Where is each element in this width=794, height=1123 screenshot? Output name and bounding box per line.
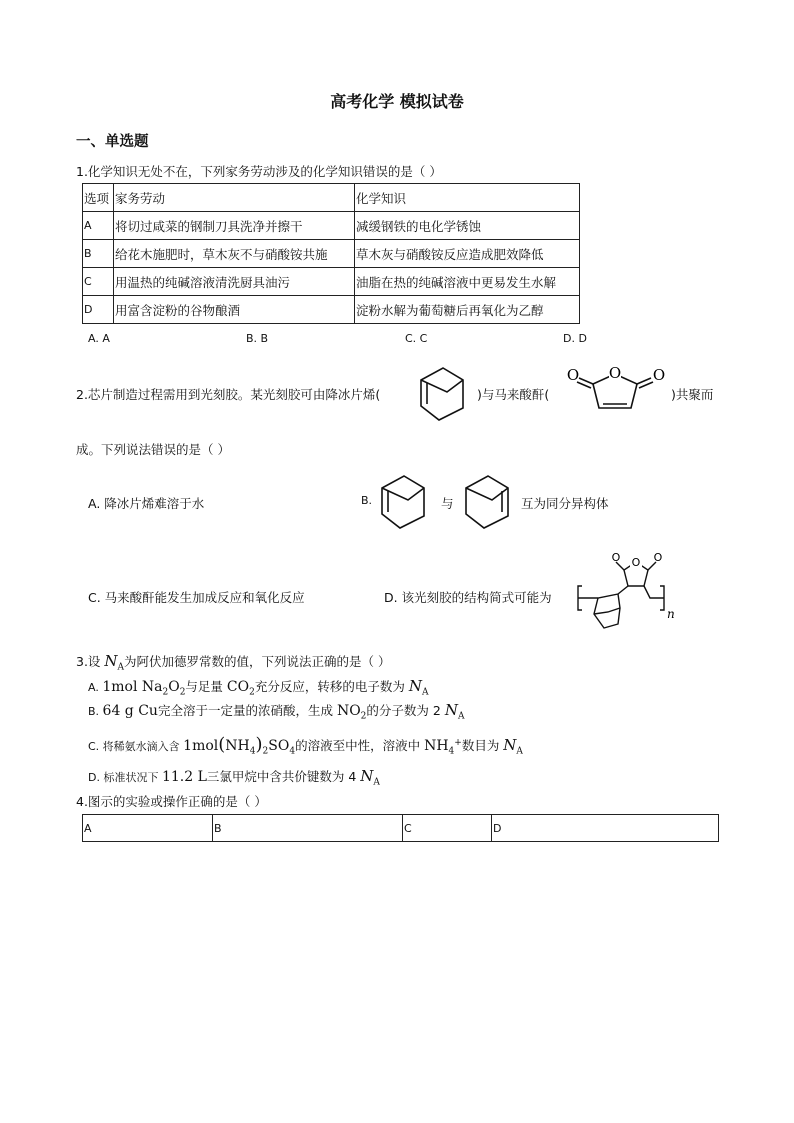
table-cell: A [83, 212, 114, 240]
formula-text: NH [424, 738, 449, 754]
question-3-option-d[interactable] [88, 767, 380, 788]
option-text: 三氯甲烷中含共价键数为 4 [206, 769, 361, 784]
question-2-option-b-mid: 与 [441, 496, 454, 511]
formula-subscript: 2 [360, 711, 367, 722]
norbornene-structure-b1 [378, 470, 434, 532]
formula-text: CO [226, 679, 250, 695]
oxygen-label: O [631, 556, 641, 569]
paren-open: ( [218, 734, 226, 755]
table-cell: 用富含淀粉的谷物酿酒 [114, 296, 355, 324]
option-text: 的分子数为 2 [366, 703, 445, 718]
formula-text: 11.2 L [161, 769, 207, 785]
question-3-option-c[interactable] [88, 734, 523, 757]
formula-subscript: 4 [448, 746, 455, 757]
option-label: B. [88, 705, 103, 718]
oxygen-label: O [566, 366, 580, 384]
question-2-option-b-prefix[interactable]: B. [361, 494, 373, 507]
question-1-stem: 1.化学知识无处不在，下列家务劳动涉及的化学知识错误的是（ ） [76, 164, 442, 179]
question-2-stem-part2: )与马来酸酐( [477, 387, 550, 402]
avogadro-symbol: N [408, 677, 422, 695]
table-cell: 油脂在热的纯碱溶液中更易发生水解 [355, 268, 580, 296]
table-row [83, 240, 580, 268]
table-header-cell: 化学知识 [355, 184, 580, 212]
photoresist-polymer-structure [572, 548, 682, 638]
table-cell: 草木灰与硝酸铵反应造成肥效降低 [355, 240, 580, 268]
oxygen-label: O [652, 366, 666, 384]
formula-text: 64 g Cu [102, 703, 158, 719]
option-text: 充分反应，转移的电子数为 [254, 679, 409, 694]
repeat-unit-n: n [667, 607, 675, 621]
question-2-stem-part3: )共聚而 [671, 387, 714, 402]
avogadro-symbol: N [360, 767, 374, 785]
table-cell: 将切过咸菜的钢制刀具洗净并擦干 [114, 212, 355, 240]
avogadro-symbol: N [503, 736, 517, 754]
formula-text: O [168, 679, 180, 695]
formula-subscript: 2 [162, 687, 169, 698]
avogadro-symbol: N [104, 652, 118, 670]
question-3-option-b[interactable] [88, 701, 464, 722]
formula-subscript: 2 [262, 746, 269, 757]
formula-superscript: + [454, 737, 462, 748]
avogadro-subscript: A [457, 711, 465, 722]
table-cell: B [83, 240, 114, 268]
question-1-option-c[interactable]: C. C [405, 332, 428, 345]
table-cell[interactable]: C [403, 815, 492, 842]
formula-subscript: 2 [249, 687, 255, 698]
option-label: A. [88, 681, 103, 694]
table-cell: D [83, 296, 114, 324]
formula-text: NH [225, 738, 250, 754]
question-3-stem-text: 为阿伏加德罗常数的值，下列说法正确的是（ ） [124, 654, 391, 669]
question-2-stem-part1: 2.芯片制造过程需用到光刻胶。某光刻胶可由降冰片烯( [76, 387, 381, 402]
option-text: 数目为 [461, 738, 504, 753]
option-label: C. 将稀氨水滴入含 [88, 740, 184, 753]
formula-subscript: 4 [289, 746, 296, 757]
table-header-cell: 家务劳动 [114, 184, 355, 212]
norbornene-structure-b2 [462, 470, 518, 532]
avogadro-subscript: A [516, 746, 523, 757]
formula-subscript: 2 [179, 687, 186, 698]
formula-text: 1mol [183, 738, 219, 754]
table-cell: 用温热的纯碱溶液清洗厨具油污 [114, 268, 355, 296]
question-3-option-a[interactable] [88, 677, 428, 698]
table-cell[interactable]: B [213, 815, 403, 842]
table-cell: 给花木施肥时，草木灰不与硝酸铵共施 [114, 240, 355, 268]
table-cell: 淀粉水解为葡萄糖后再氧化为乙醇 [355, 296, 580, 324]
question-1-option-a[interactable]: A. A [88, 332, 110, 345]
question-3-stem [76, 652, 391, 673]
question-4-stem: 4.图示的实验或操作正确的是（ ） [76, 794, 267, 809]
paren-close: ) [255, 734, 263, 755]
formula-text: NO [336, 703, 361, 719]
avogadro-symbol: N [444, 701, 458, 719]
table-row [83, 212, 580, 240]
question-1-option-b[interactable]: B. B [246, 332, 269, 345]
table-cell: 减缓钢铁的电化学锈蚀 [355, 212, 580, 240]
question-2-stem-part4: 成。下列说法错误的是（ ） [76, 442, 230, 457]
table-row [83, 268, 580, 296]
question-3-stem-text: 3.设 [76, 654, 105, 669]
formula-subscript: 4 [249, 746, 256, 757]
table-header-cell: 选项 [83, 184, 114, 212]
avogadro-subscript: A [421, 687, 429, 698]
table-cell[interactable]: D [492, 815, 719, 842]
option-text: 与足量 [185, 679, 227, 694]
formula-text: 1mol Na [102, 679, 163, 695]
question-2-option-c[interactable]: C. 马来酸酐能发生加成反应和氧化反应 [88, 590, 305, 605]
oxygen-label: O [611, 551, 621, 564]
question-2-option-b-suffix: 互为同分异构体 [521, 496, 609, 511]
page-title: 高考化学 模拟试卷 [330, 92, 464, 111]
table-row [83, 815, 719, 842]
question-4-table [82, 814, 719, 842]
option-text: 的溶液至中性，溶液中 [295, 738, 425, 753]
avogadro-subscript: A [373, 777, 380, 788]
formula-text: SO [268, 738, 290, 754]
question-1-table [82, 183, 580, 324]
norbornene-structure [417, 362, 477, 424]
option-label: D. 标准状况下 [88, 771, 162, 784]
option-text: 完全溶于一定量的浓硝酸，生成 [157, 703, 337, 718]
table-row [83, 296, 580, 324]
oxygen-label: O [653, 551, 663, 564]
question-2-option-a[interactable]: A. 降冰片烯难溶于水 [88, 496, 205, 511]
oxygen-label: O [608, 364, 622, 382]
section-heading: 一、单选题 [76, 134, 149, 150]
table-cell: C [83, 268, 114, 296]
table-row [83, 184, 580, 212]
maleic-anhydride-structure [563, 364, 671, 420]
table-cell[interactable]: A [83, 815, 213, 842]
question-1-option-d[interactable]: D. D [563, 332, 587, 345]
avogadro-subscript: A [117, 662, 125, 673]
question-2-option-d[interactable]: D. 该光刻胶的结构简式可能为 [384, 590, 552, 605]
